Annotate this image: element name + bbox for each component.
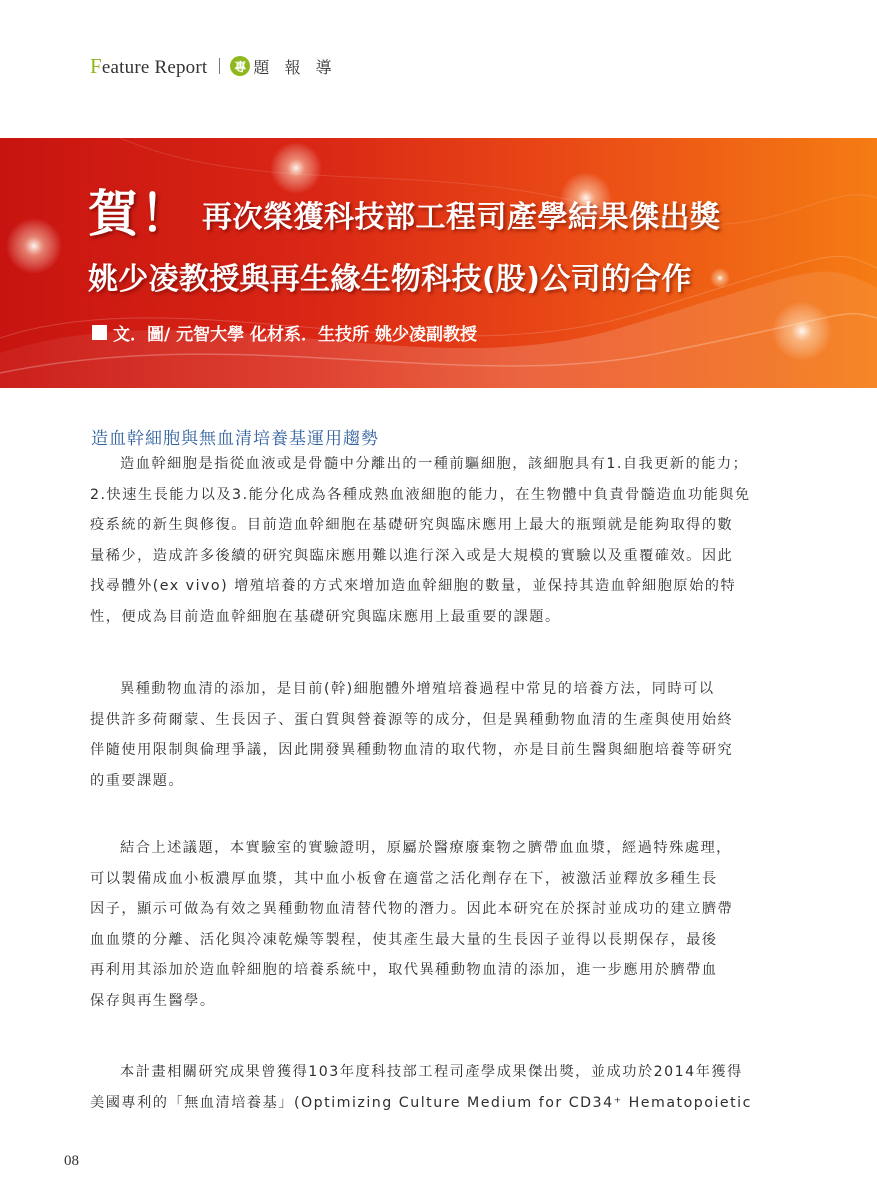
text-line: 美國專利的「無血清培養基」(Optimizing Culture Medium for CD34⁺ Hematopoietic [90,1094,752,1111]
sparkle-icon [710,268,730,288]
page-number: 08 [64,1153,79,1169]
square-bullet-icon [92,325,107,340]
text-line: 血血漿的分離、活化與冷凍乾燥等製程，使其產生最大量的生長因子並得以長期保存，最後 [90,931,718,948]
text-line: 異種動物血清的添加，是目前(幹)細胞體外增殖培養過程中常見的培養方法，同時可以 [120,681,715,697]
text-line: 2.快速生長能力以及3.能分化成為各種成熟血液細胞的能力，在生物體中負責骨髓造血功能與免 [90,486,751,503]
section-label-en [90,54,207,79]
section-label-zh: 題 報 導 [253,57,337,77]
sparkle-icon [6,218,62,274]
text-line: 結合上述議題，本實驗室的實驗證明，原屬於醫療廢棄物之臍帶血血漿，經過特殊處理， [120,840,732,856]
header-divider [219,58,220,74]
text-line: 疫系統的新生與修復。目前造血幹細胞在基礎研究與臨床應用上最大的瓶頸就是能夠取得的數 [90,517,734,533]
text-line: 因子，顯示可做為有效之異種動物血清替代物的潛力。因此本研究在於探討並成功的建立臍帶 [90,901,734,917]
paragraph-1 [90,449,792,632]
text-line: 再利用其添加於造血幹細胞的培養系統中，取代異種動物血清的添加，進一步應用於臍帶血 [90,962,718,978]
sparkle-icon [772,301,832,361]
text-line: 伴隨使用限制與倫理爭議，因此開發異種動物血清的取代物，亦是目前生醫與細胞培養等研究 [90,742,734,758]
title-banner [0,138,877,388]
text-line: 保存與再生醫學。 [90,992,216,1009]
section-label-rest: eature Report [101,56,208,78]
section-heading: 造血幹細胞與無血清培養基運用趨勢 [91,429,379,449]
byline-text: 文．圖/ 元智大學 化材系．生技所 姚少凌副教授 [113,325,477,345]
text-line: 提供許多荷爾蒙、生長因子、蛋白質與營養源等的成分，但是異種動物血清的生產與使用始終 [90,711,734,728]
section-badge-icon: 專 [230,56,250,76]
text-line: 本計畫相關研究成果曾獲得103年度科技部工程司產學成果傑出獎，並成功於2014年獲得 [120,1064,743,1080]
text-line: 的重要課題。 [90,772,185,789]
article-title-line-1 [88,174,721,246]
paragraph-3 [90,833,792,1016]
text-line: 量稀少，造成許多後續的研究與臨床應用難以進行深入或是大規模的實驗以及重覆確效。因此 [90,547,734,564]
title-exclaim: 賀！ [88,185,192,243]
paragraph-4 [90,1057,792,1118]
running-header [90,52,337,80]
paragraph-2 [90,674,792,796]
text-line: 性，便成為目前造血幹細胞在基礎研究與臨床應用上最重要的課題。 [90,608,561,625]
text-line: 可以製備成血小板濃厚血漿，其中血小板會在適當之活化劑存在下，被激活並釋放多種生長 [90,870,718,887]
text-line: 造血幹細胞是指從血液或是骨髓中分離出的一種前驅細胞，該細胞具有1.自我更新的能力； [120,456,749,472]
section-label-initial: F [90,53,102,78]
title-main: 再次榮獲科技部工程司產學結果傑出獎 [202,200,721,235]
text-line: 找尋體外(ex vivo) 增殖培養的方式來增加造血幹細胞的數量，並保持其造血幹細胞原始的特 [90,578,737,594]
article-title-line-2: 姚少凌教授與再生緣生物科技(股)公司的合作 [88,262,692,297]
byline [92,320,477,345]
